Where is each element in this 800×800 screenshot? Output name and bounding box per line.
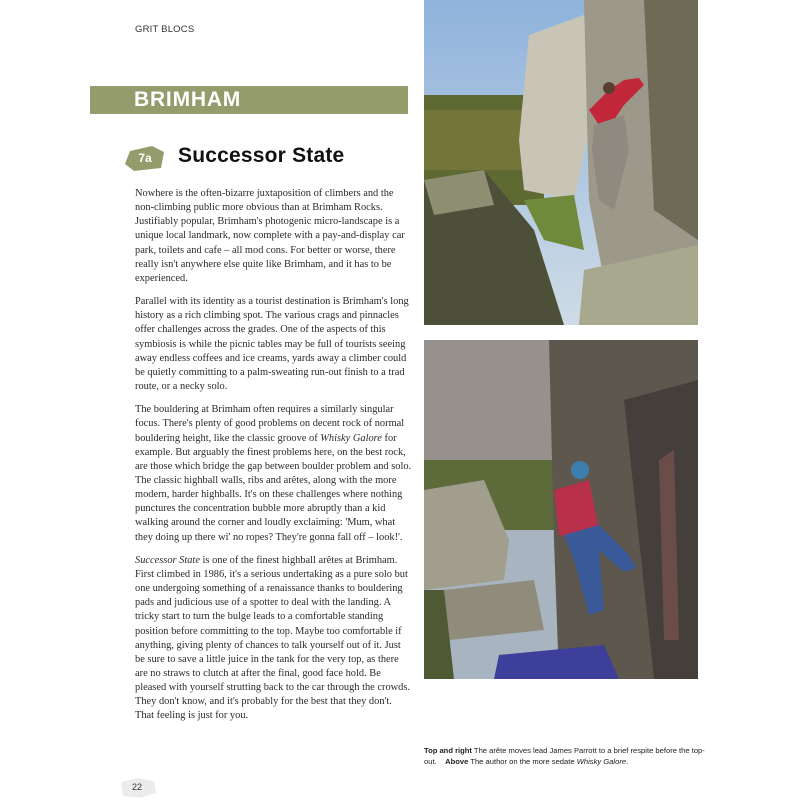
paragraph <box>135 554 413 724</box>
grade-badge <box>124 144 166 172</box>
climbing-photo-top <box>424 0 698 325</box>
text-run: is one of the finest highball arêtes at Brimham. First climbed in 1986, it's a serious undertaking as a pure solo but one undergoing something of a renaissance thanks to bouldering pads and judicious use of a spotter to deal with the landing. A tricky start to turn the bulge leads to a comfortable standing position before committing to the top. Maybe too comfortable if anything, giving plenty of chances to talk yourself out of it. Just be sure to save a little juice in the tank for the very top, as there are no straws to clutch at after the final, good face hold. Be pleased with yourself strutting back to the car through the crowds. They don't know, and it's probably for the best that they don't. That feeling is just for you. <box>135 554 410 722</box>
photo-climber-red-jumper <box>424 0 698 325</box>
section-heading-bar <box>90 86 408 114</box>
caption-text: The arête moves lead James Parrott to a brief respite before the top-out. <box>424 746 705 766</box>
photo-author-whisky-galore <box>424 340 698 679</box>
text-run: The bouldering at Brimham often requires a similarly singular focus. There's plenty of good problems on decent rock of normal bouldering height, like the classic groove of <box>135 404 405 444</box>
body-text <box>135 187 413 733</box>
section-title: BRIMHAM <box>134 88 242 111</box>
text-run: for example. But arguably the finest problems here, on the best rock, are those which bridge the gap between boulder problem and solo. The classic highball walls, ribs and arêtes, along with the more modern, harder highballs. It's on these challenges where nothing punctures the concentration bubble more abruptly than a kid walking around the corner and loudly exclaiming: 'Mum, what they doing up there wi' no ropes? They're gonna fall off – look!'. <box>135 432 412 543</box>
caption-label: Top and right <box>424 746 472 755</box>
paragraph: Nowhere is the often-bizarre juxtaposition of climbers and the non-climbing public more obvious than at Brimham Rocks. Justifiably popular, Brimham's photogenic micro-landscape is a unique local landmark, now complete with a pay-and-display car park, toilets and cafe – all mod cons. For better or worse, there really isn't anywhere else quite like Brimham, and it has to be experienced. <box>135 188 405 284</box>
paragraph <box>135 403 413 545</box>
caption-text: . <box>626 757 629 766</box>
running-head: GRIT BLOCS <box>135 24 195 35</box>
problem-title: Successor State <box>178 144 345 167</box>
page-number <box>118 777 158 799</box>
grade-label: 7a <box>138 151 152 165</box>
photo-caption <box>424 745 714 767</box>
climbing-photo-bottom <box>424 340 698 679</box>
paragraph: Parallel with its identity as a tourist destination is Brimham's long history as a rich climbing spot. The various crags and pinnacles offer challenges across the grades. One of the aspects of this symbiosis is while the picnic tables may be full of tourists seeing away endless coffees and ice creams, yards away a climber could be quietly committing to a palm-sweating run-out finish to a trad route, or a necky solo. <box>135 296 409 393</box>
caption-text: The author on the more sedate <box>468 757 577 766</box>
route-name: Whisky Galore <box>576 757 627 766</box>
page-number-label: 22 <box>131 782 142 792</box>
route-name: Successor State <box>135 554 200 566</box>
route-name: Whisky Galore <box>320 432 382 444</box>
caption-label: Above <box>445 757 469 766</box>
